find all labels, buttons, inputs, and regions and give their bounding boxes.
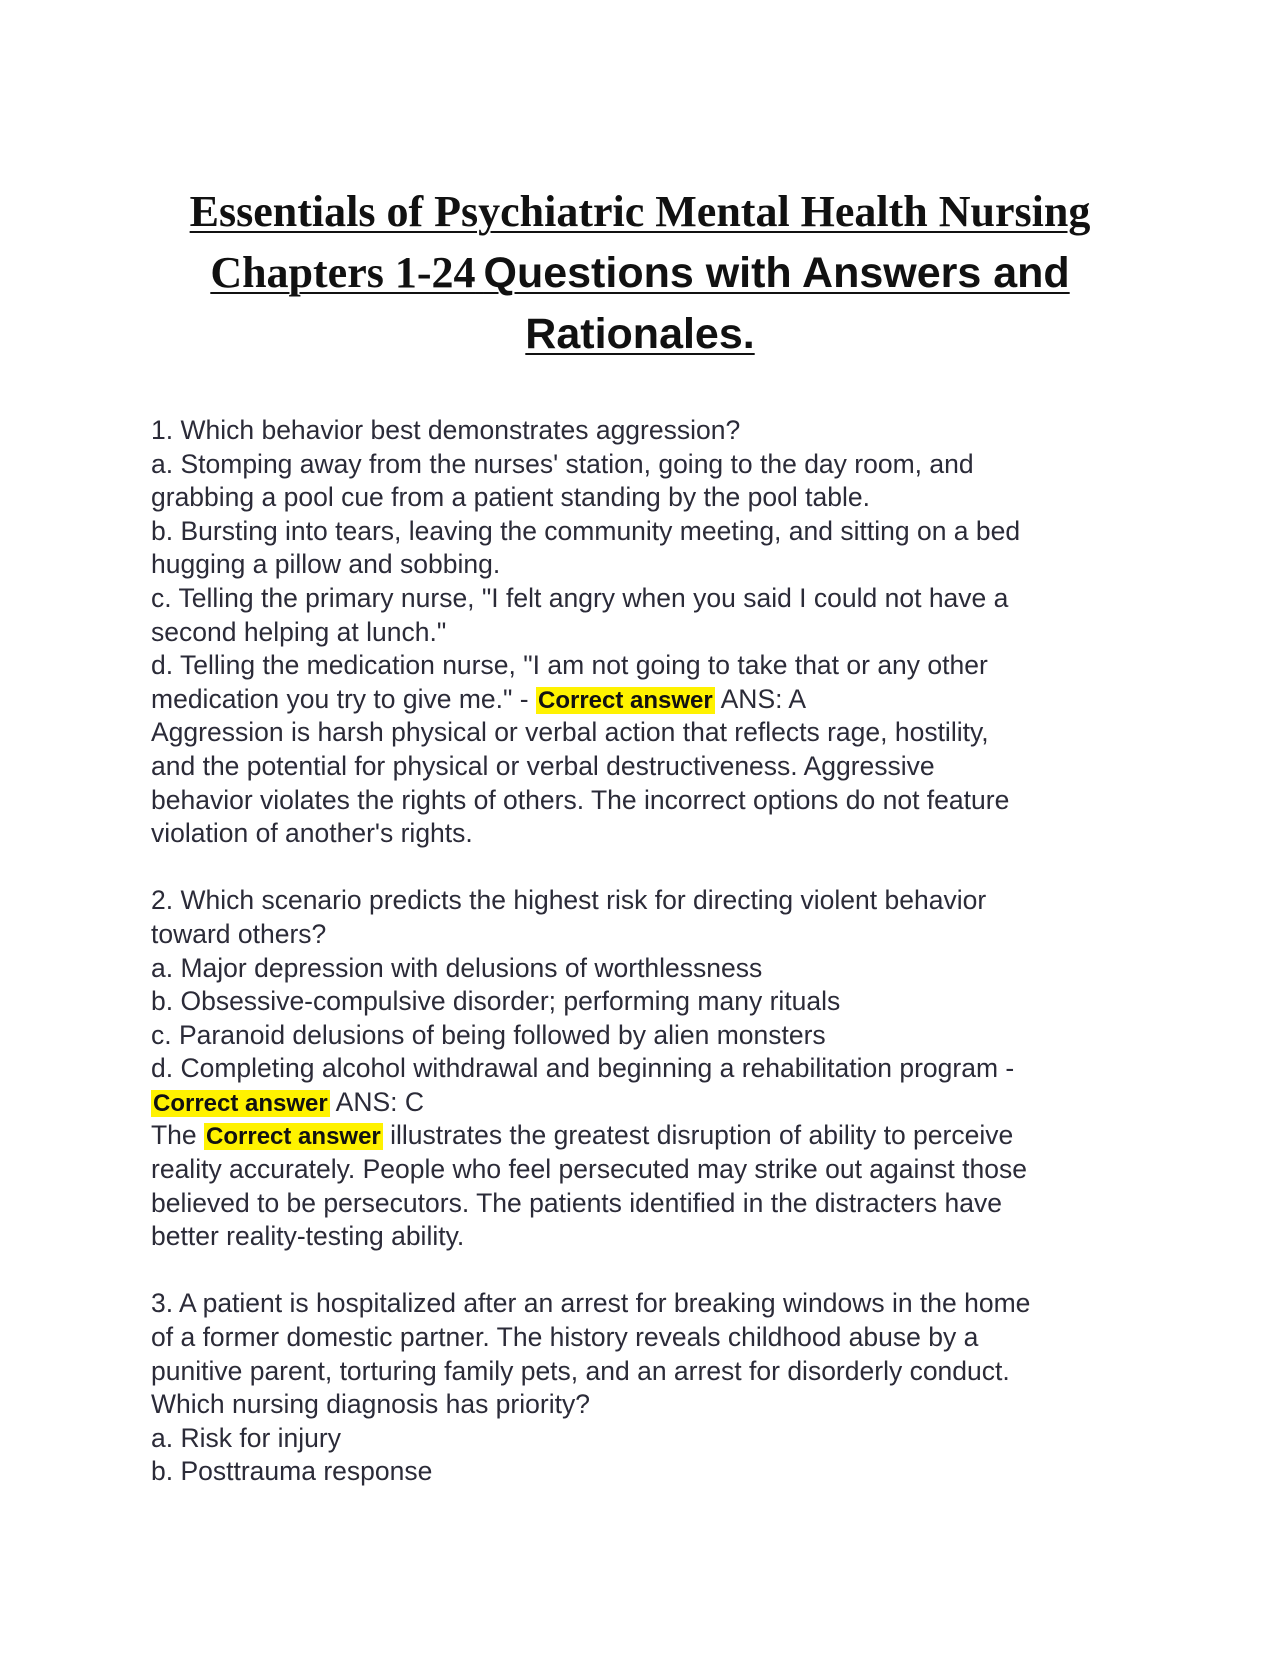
- rationale-line: believed to be persecutors. The patients identified in the distracters have: [151, 1187, 1002, 1218]
- question-stem-cont: Which nursing diagnosis has priority?: [151, 1389, 590, 1420]
- question-stem-cont: of a former domestic partner. The history reveals childhood abuse by a: [151, 1322, 979, 1353]
- option-b: b. Bursting into tears, leaving the community meeting, and sitting on a bed: [151, 515, 1021, 546]
- option-b-cont: hugging a pillow and sobbing.: [151, 549, 501, 580]
- rationale-line: behavior violates the rights of others. The incorrect options do not feature: [151, 784, 1010, 815]
- option-a-cont: grabbing a pool cue from a patient standing by the pool table.: [151, 482, 870, 513]
- option-a: a. Major depression with delusions of worthlessness: [151, 952, 763, 983]
- option-c: c. Paranoid delusions of being followed by alien monsters: [151, 1019, 826, 1050]
- document-body: [151, 414, 1151, 1489]
- rationale-line: violation of another's rights.: [151, 818, 473, 849]
- option-d: d. Telling the medication nurse, "I am not going to take that or any other: [151, 650, 988, 681]
- rationale-prefix: The: [151, 1120, 205, 1151]
- question-stem-cont: punitive parent, torturing family pets, and an arrest for disorderly conduct.: [151, 1355, 1010, 1386]
- answer-key: ANS: C: [329, 1086, 425, 1117]
- question-stem: 1. Which behavior best demonstrates aggression?: [151, 415, 741, 445]
- question-stem: 3. A patient is hospitalized after an arrest for breaking windows in the home: [151, 1288, 1031, 1319]
- rationale-first-line: [151, 1119, 1151, 1153]
- correct-answer-highlight: Correct answer: [206, 1123, 381, 1151]
- correct-answer-highlight: Correct answer: [153, 1089, 328, 1117]
- option-a: a. Stomping away from the nurses' station, going to the day room, and: [151, 448, 974, 479]
- rationale-line: Aggression is harsh physical or verbal action that reflects rage, hostility,: [151, 717, 989, 748]
- question-2: [151, 884, 1151, 1254]
- option-c: c. Telling the primary nurse, "I felt angry when you said I could not have a: [151, 582, 1009, 613]
- rationale-line: better reality-testing ability.: [151, 1221, 465, 1252]
- paragraph-gap: [151, 851, 1151, 885]
- correct-answer-highlight: Correct answer: [537, 686, 713, 714]
- option-d-answer-line: [151, 683, 1151, 717]
- title-serif-part: Essentials of Psychiatric Mental Health Nursing Chapters 1-24: [189, 187, 1091, 297]
- paragraph-gap: [151, 1254, 1151, 1288]
- option-a: a. Risk for injury: [151, 1422, 341, 1453]
- title-sans-part: Questions with Answers and Rationales.: [483, 249, 1070, 358]
- question-stem-cont: toward others?: [151, 918, 327, 949]
- question-stem: 2. Which scenario predicts the highest risk for directing violent behavior: [151, 885, 987, 916]
- document-title: [150, 183, 1130, 366]
- rationale-line: and the potential for physical or verbal destructiveness. Aggressive: [151, 750, 935, 781]
- answer-line: [151, 1086, 1151, 1120]
- option-c-cont: second helping at lunch.": [151, 616, 447, 647]
- option-d-cont: medication you try to give me." -: [151, 683, 536, 714]
- option-d: d. Completing alcohol withdrawal and beginning a rehabilitation program -: [151, 1053, 1015, 1084]
- question-1: [151, 414, 1151, 851]
- question-3: [151, 1287, 1151, 1489]
- answer-key: ANS: A: [714, 683, 807, 714]
- rationale-suffix: illustrates the greatest disruption of ability to perceive: [382, 1120, 1014, 1151]
- rationale-line: reality accurately. People who feel persecuted may strike out against those: [151, 1154, 1027, 1185]
- option-b: b. Posttrauma response: [151, 1456, 433, 1487]
- option-b: b. Obsessive-compulsive disorder; performing many rituals: [151, 986, 841, 1017]
